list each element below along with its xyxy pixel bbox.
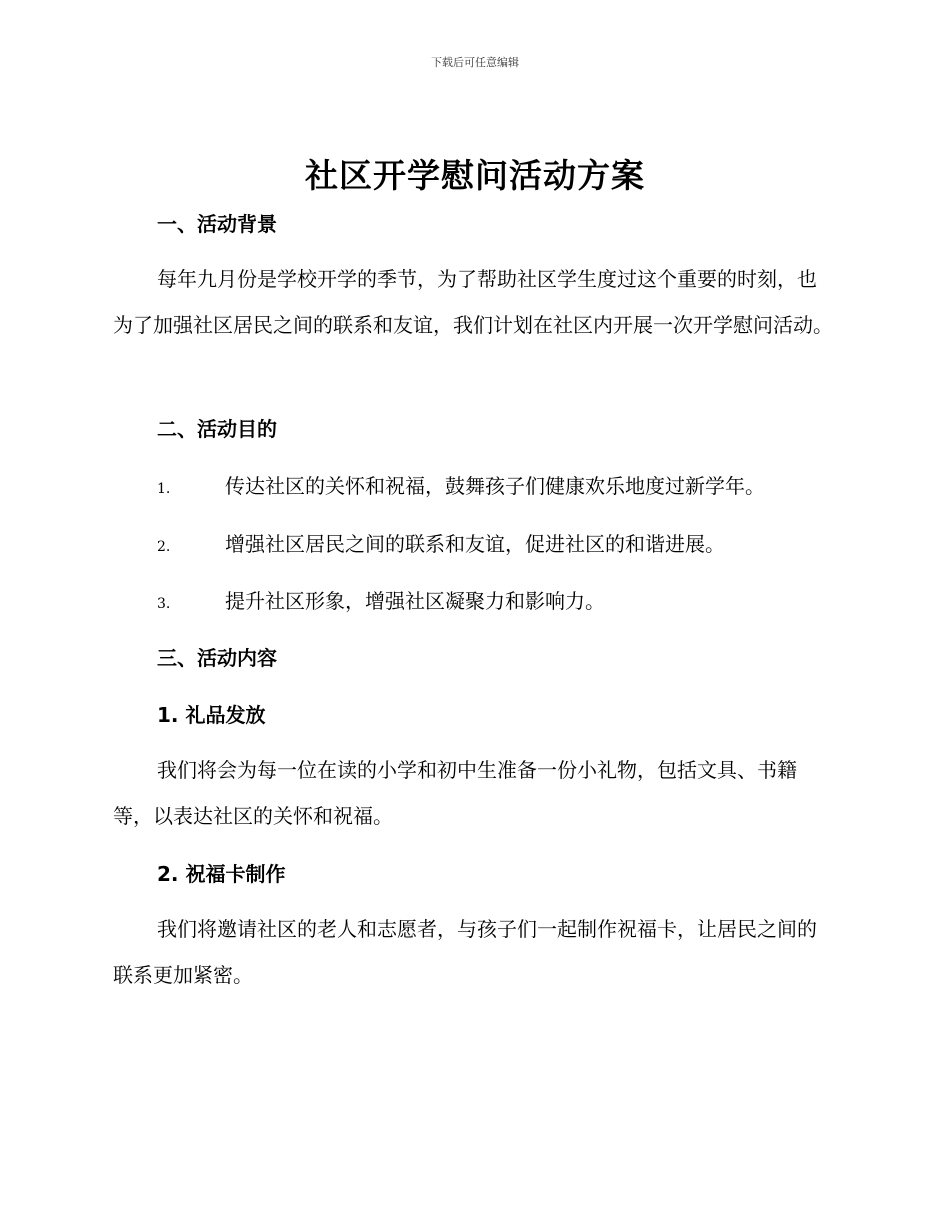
list-item-text: 提升社区形象，增强社区凝聚力和影响力。 [225,589,605,613]
list-item-text: 传达社区的关怀和祝福，鼓舞孩子们健康欢乐地度过新学年。 [225,474,765,498]
subsection-heading-cards: 2. 祝福卡制作 [157,862,286,886]
list-item [157,585,837,614]
document-title: 社区开学慰问活动方案 [305,156,645,195]
background-paragraph: 每年九月份是学校开学的季节，为了帮助社区学生度过这个重要的时刻，也为了加强社区居民之间的联系和友谊，我们计划在社区内开展一次开学慰问活动。 [113,267,833,337]
subsection-heading-gifts: 1. 礼品发放 [157,703,266,727]
section-heading-content: 三、活动内容 [157,646,277,670]
gifts-paragraph: 我们将会为每一位在读的小学和初中生准备一份小礼物，包括文具、书籍等，以表达社区的关怀和祝福。 [113,758,797,828]
list-item [157,528,837,557]
cards-paragraph: 我们将邀请社区的老人和志愿者，与孩子们一起制作祝福卡，让居民之间的联系更加紧密。 [113,917,817,987]
section-heading-purpose: 二、活动目的 [157,417,277,441]
header-note: 下载后可任意编辑 [431,56,519,69]
list-item-number: 1. [157,481,171,497]
list-item-text: 增强社区居民之间的联系和友谊，促进社区的和谐进展。 [225,532,725,556]
list-item [157,470,837,499]
list-item-number: 3. [157,596,171,612]
section-heading-background: 一、活动背景 [157,212,277,236]
list-item-number: 2. [157,539,171,555]
